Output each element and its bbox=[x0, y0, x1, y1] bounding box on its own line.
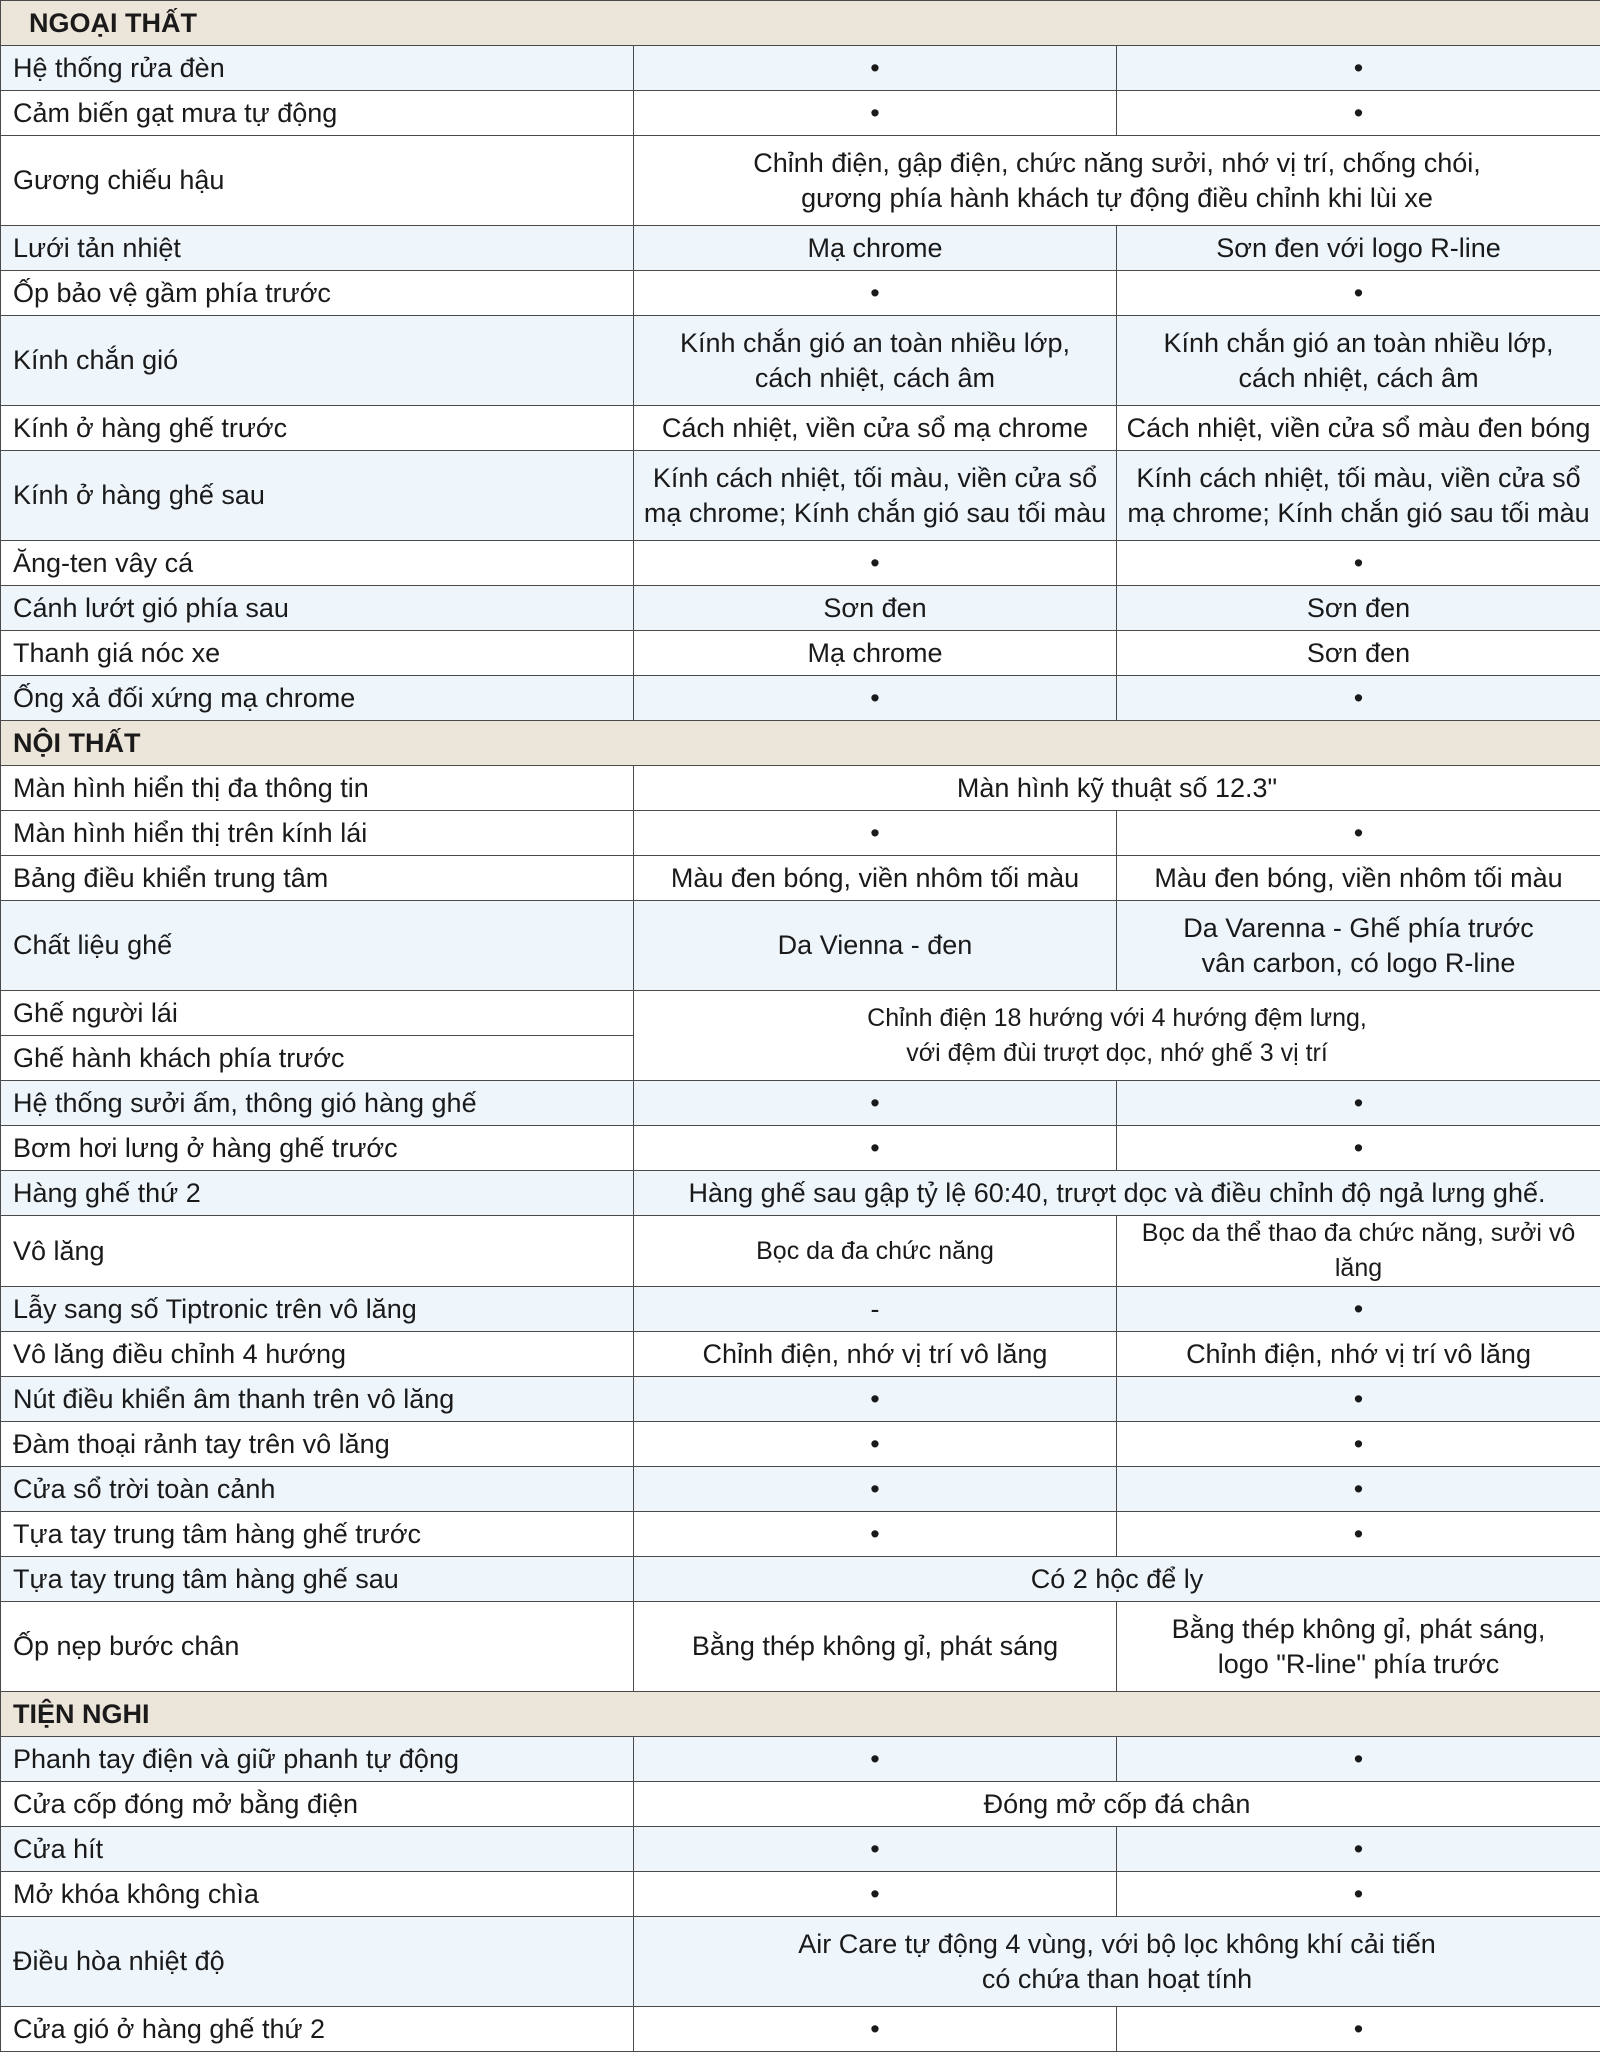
value-trim-1: Bọc da đa chức năng bbox=[634, 1216, 1117, 1287]
value-merged: Màn hình kỹ thuật số 12.3" bbox=[634, 766, 1600, 811]
row-label: Đàm thoại rảnh tay trên vô lăng bbox=[1, 1422, 634, 1467]
value-trim-2: Cách nhiệt, viền cửa sổ màu đen bóng bbox=[1117, 406, 1600, 451]
value-trim-2: Chỉnh điện, nhớ vị trí vô lăng bbox=[1117, 1332, 1600, 1377]
row-label: Hệ thống sưởi ấm, thông gió hàng ghế bbox=[1, 1081, 634, 1126]
section-title: NỘI THẤT bbox=[1, 721, 1600, 766]
table-row bbox=[1, 1827, 1600, 1872]
value-trim-2: • bbox=[1117, 1126, 1600, 1171]
row-label: Cửa hít bbox=[1, 1827, 634, 1872]
table-row bbox=[1, 811, 1600, 856]
row-label: Cảm biến gạt mưa tự động bbox=[1, 91, 634, 136]
row-label: Ghế người lái bbox=[1, 991, 634, 1036]
table-row bbox=[1, 1917, 1600, 2007]
table-row bbox=[1, 271, 1600, 316]
value-trim-2: Màu đen bóng, viền nhôm tối màu bbox=[1117, 856, 1600, 901]
row-label: Cánh lướt gió phía sau bbox=[1, 586, 634, 631]
value-trim-1: • bbox=[634, 1512, 1117, 1557]
value-trim-2: • bbox=[1117, 1377, 1600, 1422]
value-trim-1: - bbox=[634, 1287, 1117, 1332]
value-trim-2: • bbox=[1117, 811, 1600, 856]
section-header-amenities bbox=[1, 1692, 1600, 1737]
row-label: Thanh giá nóc xe bbox=[1, 631, 634, 676]
row-label: Vô lăng điều chỉnh 4 hướng bbox=[1, 1332, 634, 1377]
value-trim-2: • bbox=[1117, 1287, 1600, 1332]
table-row bbox=[1, 1081, 1600, 1126]
value-trim-1: Màu đen bóng, viền nhôm tối màu bbox=[634, 856, 1117, 901]
value-trim-2: Bọc da thể thao đa chức năng, sưởi vô lăng bbox=[1117, 1216, 1600, 1287]
value-trim-1: • bbox=[634, 1081, 1117, 1126]
value-trim-1: Sơn đen bbox=[634, 586, 1117, 631]
table-row bbox=[1, 676, 1600, 721]
value-trim-2: • bbox=[1117, 46, 1600, 91]
table-row bbox=[1, 1557, 1600, 1602]
value-trim-1: Kính chắn gió an toàn nhiều lớp, cách nhiệt, cách âm bbox=[638, 326, 1112, 396]
row-label: Ăng-ten vây cá bbox=[1, 541, 634, 586]
row-label: Ốp nẹp bước chân bbox=[1, 1602, 634, 1692]
row-label: Cửa sổ trời toàn cảnh bbox=[1, 1467, 634, 1512]
table-row bbox=[1, 1377, 1600, 1422]
table-row bbox=[1, 1467, 1600, 1512]
table-row bbox=[1, 1332, 1600, 1377]
row-label: Mở khóa không chìa bbox=[1, 1872, 634, 1917]
value-trim-1: Bằng thép không gỉ, phát sáng bbox=[634, 1602, 1117, 1692]
value-trim-2: • bbox=[1117, 676, 1600, 721]
value-trim-2: Da Varenna - Ghế phía trước vân carbon, có logo R-line bbox=[1121, 911, 1596, 981]
row-label: Cửa gió ở hàng ghế thứ 2 bbox=[1, 2007, 634, 2052]
table-row bbox=[1, 1171, 1600, 1216]
table-row bbox=[1, 1602, 1600, 1692]
table-row bbox=[1, 856, 1600, 901]
table-row bbox=[1, 91, 1600, 136]
value-trim-2: • bbox=[1117, 541, 1600, 586]
value-trim-1: • bbox=[634, 2007, 1117, 2052]
table-row bbox=[1, 901, 1600, 991]
value-trim-1: • bbox=[634, 1422, 1117, 1467]
row-label: Bảng điều khiển trung tâm bbox=[1, 856, 634, 901]
table-row bbox=[1, 1872, 1600, 1917]
value-trim-1: • bbox=[634, 1126, 1117, 1171]
section-header-exterior bbox=[1, 1, 1600, 46]
value-trim-2: • bbox=[1117, 1081, 1600, 1126]
row-label: Tựa tay trung tâm hàng ghế trước bbox=[1, 1512, 634, 1557]
value-trim-1: • bbox=[634, 46, 1117, 91]
row-label: Kính ở hàng ghế sau bbox=[1, 451, 634, 541]
table-row bbox=[1, 406, 1600, 451]
value-trim-2: • bbox=[1117, 1512, 1600, 1557]
row-label: Màn hình hiển thị đa thông tin bbox=[1, 766, 634, 811]
table-row bbox=[1, 541, 1600, 586]
value-merged: Chỉnh điện, gập điện, chức năng sưởi, nhớ vị trí, chống chói, gương phía hành khách tự động điều chỉnh khi lùi xe bbox=[638, 146, 1596, 216]
value-trim-1: Mạ chrome bbox=[634, 226, 1117, 271]
table-row bbox=[1, 586, 1600, 631]
table-row bbox=[1, 2007, 1600, 2052]
table-row bbox=[1, 316, 1600, 406]
value-trim-2: Sơn đen với logo R-line bbox=[1117, 226, 1600, 271]
table-row bbox=[1, 1126, 1600, 1171]
table-row bbox=[1, 991, 1600, 1036]
row-label: Điều hòa nhiệt độ bbox=[1, 1917, 634, 2007]
table-row bbox=[1, 46, 1600, 91]
row-label: Chất liệu ghế bbox=[1, 901, 634, 991]
value-trim-2: Bằng thép không gỉ, phát sáng, logo "R-line" phía trước bbox=[1121, 1612, 1596, 1682]
table-row bbox=[1, 1216, 1600, 1287]
section-title: TIỆN NGHI bbox=[1, 1692, 1600, 1737]
value-trim-1: • bbox=[634, 1872, 1117, 1917]
row-label: Lưới tản nhiệt bbox=[1, 226, 634, 271]
table-row bbox=[1, 226, 1600, 271]
row-label: Ghế hành khách phía trước bbox=[1, 1036, 634, 1081]
value-shared-seats: Chỉnh điện 18 hướng với 4 hướng đệm lưng, với đệm đùi trượt dọc, nhớ ghế 3 vị trí bbox=[638, 1001, 1596, 1071]
value-merged: Hàng ghế sau gập tỷ lệ 60:40, trượt dọc và điều chỉnh độ ngả lưng ghế. bbox=[634, 1171, 1600, 1216]
row-label: Nút điều khiển âm thanh trên vô lăng bbox=[1, 1377, 634, 1422]
row-label: Màn hình hiển thị trên kính lái bbox=[1, 811, 634, 856]
table-row bbox=[1, 1512, 1600, 1557]
table-row bbox=[1, 451, 1600, 541]
value-trim-2: • bbox=[1117, 91, 1600, 136]
table-row bbox=[1, 136, 1600, 226]
value-trim-2: • bbox=[1117, 1467, 1600, 1512]
section-header-interior bbox=[1, 721, 1600, 766]
value-trim-2: • bbox=[1117, 1827, 1600, 1872]
table-row bbox=[1, 1287, 1600, 1332]
value-trim-1: • bbox=[634, 1377, 1117, 1422]
value-merged: Air Care tự động 4 vùng, với bộ lọc không khí cải tiến có chứa than hoạt tính bbox=[638, 1927, 1596, 1997]
value-trim-2: Sơn đen bbox=[1117, 586, 1600, 631]
value-trim-2: Kính chắn gió an toàn nhiều lớp, cách nhiệt, cách âm bbox=[1121, 326, 1596, 396]
value-trim-2: Kính cách nhiệt, tối màu, viền cửa sổ mạ chrome; Kính chắn gió sau tối màu bbox=[1121, 461, 1596, 531]
value-trim-2: • bbox=[1117, 271, 1600, 316]
value-trim-1: • bbox=[634, 541, 1117, 586]
value-trim-1: • bbox=[634, 676, 1117, 721]
value-trim-1: • bbox=[634, 91, 1117, 136]
row-label: Vô lăng bbox=[1, 1216, 634, 1287]
row-label: Ống xả đối xứng mạ chrome bbox=[1, 676, 634, 721]
row-label: Tựa tay trung tâm hàng ghế sau bbox=[1, 1557, 634, 1602]
row-label: Lẫy sang số Tiptronic trên vô lăng bbox=[1, 1287, 634, 1332]
value-trim-2: Sơn đen bbox=[1117, 631, 1600, 676]
value-trim-2: • bbox=[1117, 1737, 1600, 1782]
row-label: Kính ở hàng ghế trước bbox=[1, 406, 634, 451]
value-trim-1: Cách nhiệt, viền cửa sổ mạ chrome bbox=[634, 406, 1117, 451]
row-label: Ốp bảo vệ gầm phía trước bbox=[1, 271, 634, 316]
row-label: Gương chiếu hậu bbox=[1, 136, 634, 226]
row-label: Hệ thống rửa đèn bbox=[1, 46, 634, 91]
value-trim-1: Chỉnh điện, nhớ vị trí vô lăng bbox=[634, 1332, 1117, 1377]
table-row bbox=[1, 1737, 1600, 1782]
value-merged: Có 2 hộc để ly bbox=[634, 1557, 1600, 1602]
value-trim-1: • bbox=[634, 811, 1117, 856]
row-label: Kính chắn gió bbox=[1, 316, 634, 406]
value-trim-1: Da Vienna - đen bbox=[634, 901, 1117, 991]
value-trim-1: • bbox=[634, 1737, 1117, 1782]
value-trim-1: Mạ chrome bbox=[634, 631, 1117, 676]
value-trim-2: • bbox=[1117, 1422, 1600, 1467]
value-merged: Đóng mở cốp đá chân bbox=[634, 1782, 1600, 1827]
table-row bbox=[1, 631, 1600, 676]
table-row bbox=[1, 1422, 1600, 1467]
value-trim-2: • bbox=[1117, 1872, 1600, 1917]
table-row bbox=[1, 1782, 1600, 1827]
row-label: Phanh tay điện và giữ phanh tự động bbox=[1, 1737, 634, 1782]
row-label: Cửa cốp đóng mở bằng điện bbox=[1, 1782, 634, 1827]
row-label: Hàng ghế thứ 2 bbox=[1, 1171, 634, 1216]
value-trim-1: • bbox=[634, 1467, 1117, 1512]
value-trim-2: • bbox=[1117, 2007, 1600, 2052]
table-row bbox=[1, 766, 1600, 811]
row-label: Bơm hơi lưng ở hàng ghế trước bbox=[1, 1126, 634, 1171]
value-trim-1: • bbox=[634, 1827, 1117, 1872]
value-trim-1: Kính cách nhiệt, tối màu, viền cửa sổ mạ chrome; Kính chắn gió sau tối màu bbox=[638, 461, 1112, 531]
section-title: NGOẠI THẤT bbox=[1, 1, 1600, 46]
value-trim-1: • bbox=[634, 271, 1117, 316]
